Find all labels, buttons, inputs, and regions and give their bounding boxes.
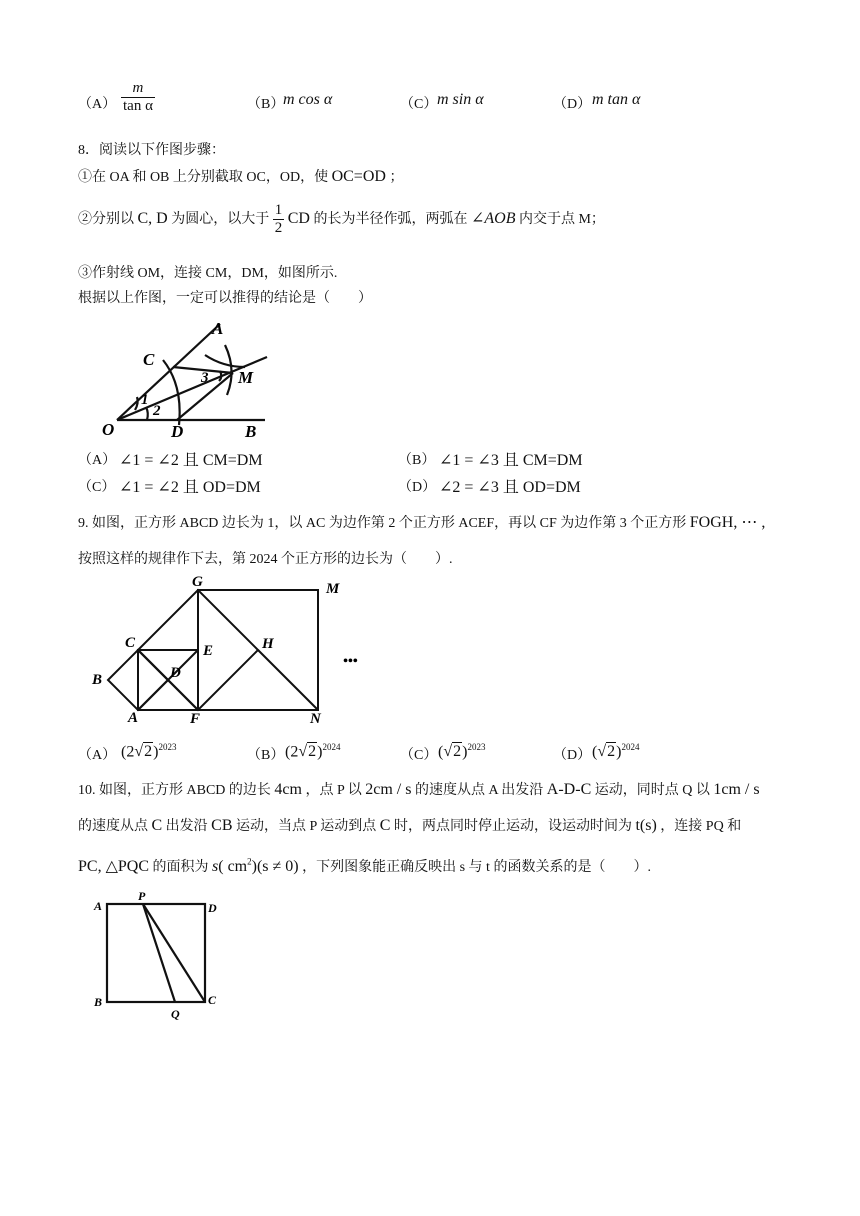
q8-figure [95,315,285,443]
label-b: B [94,995,103,1009]
q8-step3: ③作射线 OM，连接 CM，DM，如图所示. [78,266,338,281]
q8-step2-text: ②分别以 [78,211,134,227]
q10-unit-exponent: 2 [247,856,252,867]
q9-option-d-radicand: 2 [607,743,616,761]
arc-m2 [205,355,245,367]
label-angle-2: 2 [153,403,161,419]
label-b: B [245,422,257,441]
q7-option-d-label: （D） [553,97,592,112]
segment-pq [143,904,175,1002]
q9-figure [88,570,378,730]
q10-line1-text3: 的速度从点 A 出发沿 [414,783,544,798]
arc-m1 [225,345,232,395]
q10-line2-text5: ，连接 PQ 和 [660,819,742,834]
q9-line1 [78,512,765,532]
label-m: M [326,581,340,597]
label-a: A [212,319,224,338]
q7-option-d-expr: m tan α [592,91,641,108]
q8-question: 根据以上作图，一定可以推得的结论是（ ） [78,291,372,306]
q8-step2-fraction [273,202,285,238]
label-d: D [208,901,217,915]
q7-option-c-expr: m sin α [437,91,484,108]
q9-option-a-pre: (2 [121,743,135,761]
label-c: C [125,635,136,651]
label-c: C [208,993,217,1007]
q7-option-b-label: （B） [247,97,285,112]
label-angle-1: 1 [141,392,149,408]
segment-pc [143,904,205,1002]
q10-unit: ( cm [218,858,248,875]
q10-line1 [78,779,760,799]
q10-q-speed: 1cm / s [713,781,760,798]
q8-step2-points: C, D [137,209,168,227]
q7-option-a-denominator: tan α [123,98,153,115]
q10-triangle: PC, △PQC [78,858,149,875]
q9-option-c-radicand: 2 [453,743,462,761]
q8-option-c: ∠1 = ∠2 且 OD=DM [119,479,261,496]
label-h: H [262,636,274,652]
label-m: M [238,368,254,387]
q7-option-b-expr: m cos α [283,91,333,108]
q9-line2: 按照这样的规律作下去，第 2024 个正方形的边长为（ ）. [78,552,453,567]
q10-line3 [78,856,651,876]
label-q: Q [171,1007,180,1020]
label-g: G [192,574,203,590]
q8-step1-text: ①在 OA 和 OB 上分别截取 OC，OD，使 [78,170,329,185]
q8-option-b-label: （B） [398,453,436,468]
q8-option-c-label: （C） [78,480,116,495]
q10-line2-text: 的速度从点 [78,819,148,834]
q10-line2 [78,815,741,835]
q10-point-c: C [151,817,163,834]
q10-point-c2: C [379,817,391,834]
label-d: D [170,665,181,681]
label-e: E [203,643,214,659]
q10-line3-text2: ，下列图象能正确反映出 s 与 t 的函数关系的是（ ）. [302,860,651,875]
q9-option-d-post: ) [616,743,622,761]
q8-step2-angle: ∠AOB [470,209,516,227]
label-b: B [92,672,103,688]
q10-p-speed: 2cm / s [365,781,412,798]
q9-option-d-pre: ( [592,743,598,761]
q9-option-c-post: ) [462,743,468,761]
q10-figure [90,888,230,1020]
label-a: A [128,710,139,726]
q10-side-length: 4cm [274,781,302,798]
q9-option-b-exponent: 2024 [322,742,341,752]
q8-step2-denominator: 2 [274,220,283,237]
q7-option-a-label: （A） [78,97,117,112]
q9-option-a-radicand: 2 [144,743,153,761]
q9-option-d: $(√2)^{2024}$ [592,742,640,761]
label-angle-3: 3 [201,370,209,386]
q9-option-b-post: ) [317,743,323,761]
q9-option-c: $(√2)^{2023}$ [438,742,486,761]
q8-step2 [78,202,605,238]
q8-stem: 8．阅读以下作图步骤： [78,143,225,158]
q10-line3-text: 的面积为 [152,860,209,875]
q8-option-a-label: （A） [78,453,117,468]
q10-p-path: A-D-C [546,781,592,798]
q9-option-a-post: ) [153,743,159,761]
q10-q-path: CB [211,817,233,834]
label-o: O [102,420,115,439]
q7-option-a-numerator: m [121,80,155,98]
label-a: A [94,899,103,913]
label-d: D [171,422,184,441]
q8-option-d: ∠2 = ∠3 且 OD=DM [439,479,581,496]
q10-line1-text: 10. 如图，正方形 ABCD 的边长 [78,783,271,798]
q7-option-c-label: （C） [400,97,438,112]
q9-option-b-label: （B） [247,748,285,763]
label-p: P [138,889,146,903]
q9-option-b-radicand: 2 [308,743,317,761]
q10-condition: )(s ≠ 0) [251,858,299,875]
q10-time: t(s) [635,817,657,834]
q8-step1-equation: OC=OD [331,168,386,185]
q8-option-b: ∠1 = ∠3 且 CM=DM [439,452,583,469]
q10-line1-text2: ，点 P 以 [305,783,362,798]
q8-option-d-label: （D） [398,480,437,495]
square-abcd [107,904,205,1002]
q10-line2-text3: 运动，当点 P 运动到点 [236,819,377,834]
q8-step1-end: ； [389,170,404,185]
q8-step2-segment: CD [287,209,310,227]
q9-option-c-exponent: 2023 [467,742,486,752]
q7-option-a-fraction [121,80,155,116]
q10-area-var: s [212,858,219,875]
q8-option-a: ∠1 = ∠2 且 CM=DM [119,452,263,469]
q9-option-a-label: （A） [78,748,117,763]
q10-line2-text2: 出发沿 [165,819,208,834]
q9-option-c-label: （C） [400,748,438,763]
q9-option-b-pre: (2 [285,743,299,761]
q9-option-b: $(2√2)^{2024}$ [285,742,341,761]
q8-step2-numerator: 1 [273,202,285,220]
label-f: F [190,711,201,727]
q9-option-a-exponent: 2023 [158,742,177,752]
q8-step2-text3: 的长为半径作弧，两弧在 [313,211,468,227]
q8-step1 [78,166,403,186]
q9-line1-math: FOGH, ⋯ , [689,514,766,531]
q9-option-d-label: （D） [553,748,592,763]
q9-option-c-pre: ( [438,743,444,761]
segment-hn [258,650,318,710]
label-c: C [143,350,155,369]
q10-line2-text4: 时，两点同时停止运动，设运动时间为 [393,819,632,834]
label-n: N [310,711,321,727]
label-ellipsis: ••• [343,654,358,669]
angle-mark-2 [146,407,148,420]
q8-step2-text2: 为圆心，以大于 [171,211,270,227]
q8-step2-text4: 内交于点 M； [518,211,605,227]
q10-line1-text4: 运动，同时点 Q 以 [594,783,710,798]
q9-option-d-exponent: 2024 [621,742,640,752]
q9-line1-text: 9. 如图，正方形 ABCD 边长为 1，以 AC 为边作第 2 个正方形 ACEF，再以 CF 为边作第 3 个正方形 [78,516,687,531]
q9-option-a: $(2√2)^{2023}$ [121,742,177,761]
